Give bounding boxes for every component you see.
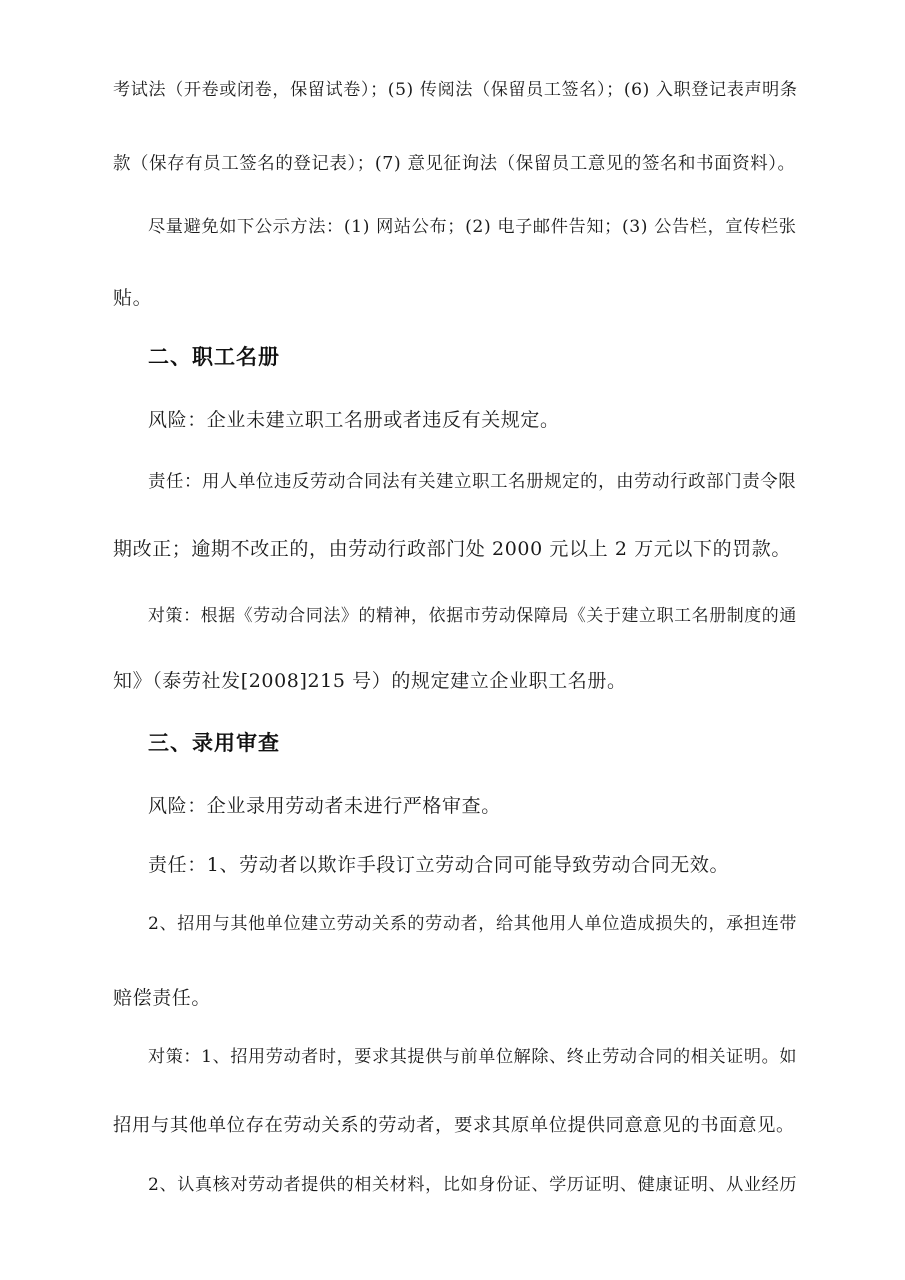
paragraph-line: 考试法（开卷或闭卷，保留试卷）；(5) 传阅法（保留员工签名）；(6) 入职登记表声明条 [113,80,798,100]
paragraph-line: 风险：企业未建立职工名册或者违反有关规定。 [148,409,560,431]
section-heading: 三、录用审查 [148,731,280,755]
paragraph-line: 2、招用与其他单位建立劳动关系的劳动者，给其他用人单位造成损失的，承担连带 [148,914,798,934]
paragraph-line: 对策：1、招用劳动者时，要求其提供与前单位解除、终止劳动合同的相关证明。如 [148,1047,798,1067]
section-heading: 二、职工名册 [148,345,280,369]
paragraph-line: 责任：用人单位违反劳动合同法有关建立职工名册规定的，由劳动行政部门责令限 [148,472,797,492]
paragraph-line: 2、认真核对劳动者提供的相关材料，比如身份证、学历证明、健康证明、从业经历 [148,1175,798,1195]
paragraph-line: 招用与其他单位存在劳动关系的劳动者，要求其原单位提供同意意见的书面意见。 [113,1115,795,1136]
paragraph-line: 赔偿责任。 [113,987,212,1009]
paragraph-line: 期改正；逾期不改正的，由劳动行政部门处 2000 元以上 2 万元以下的罚款。 [113,538,792,560]
paragraph-line: 知》（泰劳社发[2008]215 号）的规定建立企业职工名册。 [113,670,627,692]
paragraph-line: 风险：企业录用劳动者未进行严格审查。 [148,795,501,817]
paragraph-line: 贴。 [113,287,153,309]
paragraph-line: 款（保存有员工签名的登记表）；(7) 意见征询法（保留员工意见的签名和书面资料）。 [113,154,796,174]
paragraph-line: 责任：1、劳动者以欺诈手段订立劳动合同可能导致劳动合同无效。 [148,854,730,876]
paragraph-line: 对策：根据《劳动合同法》的精神，依据市劳动保障局《关于建立职工名册制度的通 [148,605,797,625]
paragraph-line: 尽量避免如下公示方法：(1) 网站公布；(2) 电子邮件告知；(3) 公告栏，宣传栏张 [148,217,797,237]
